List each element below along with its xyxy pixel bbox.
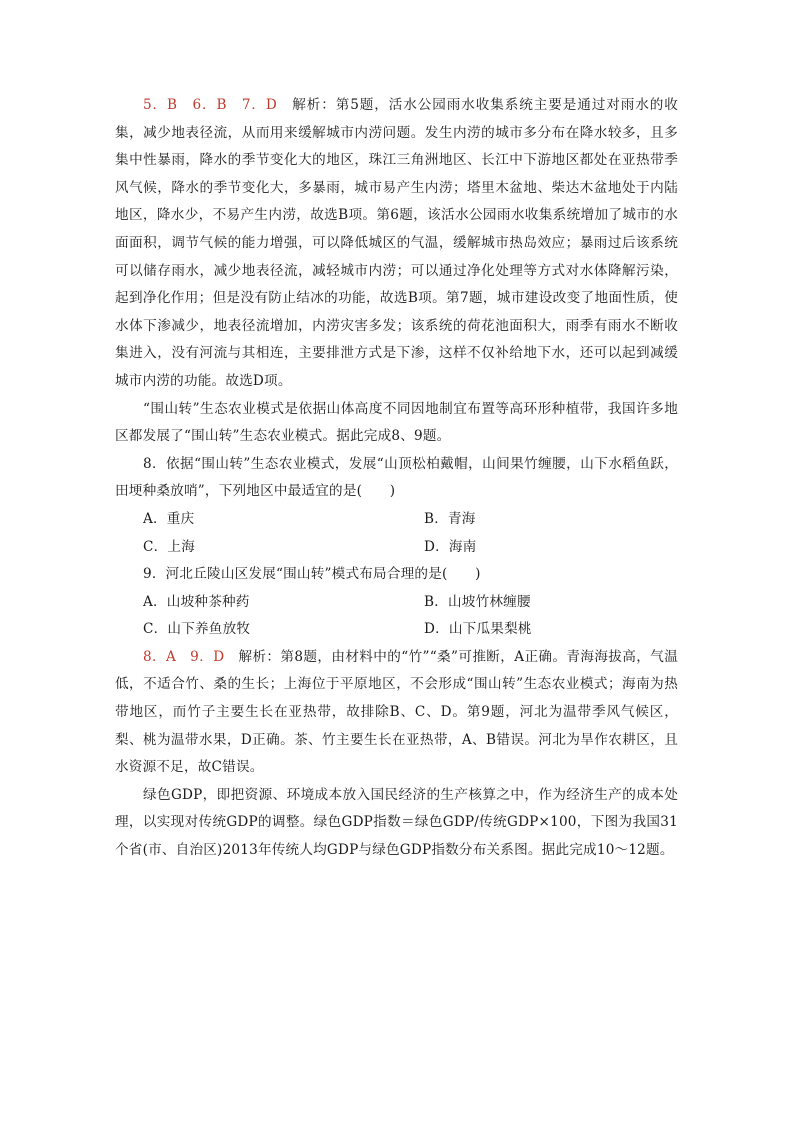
question-8-options-row-2 [115, 534, 678, 562]
q8-option-d: D．海南 [424, 538, 477, 555]
answer-key-8-9: 8．A 9．D [143, 648, 225, 665]
question-8-options-row-1 [115, 506, 678, 534]
answer-explanation-8-9 [115, 644, 678, 782]
q9-option-c: C．山下养鱼放牧 [143, 621, 251, 638]
question-8-stem: 8．依据“围山转”生态农业模式，发展“山顶松柏戴帽，山间果竹缠腰，山下水稻鱼跃，田埂种桑放哨”，下列地区中最适宜的是( ) [115, 455, 678, 500]
explanation-text-5-7: 解析：第5题，活水公园雨水收集系统主要是通过对雨水的收集，减少地表径流，从而用来缓解城市内涝问题。发生内涝的城市多分布在降水较多，且多集中性暴雨，降水的季节变化大的地区，珠江三角洲地区、长江中下游地区都处在亚热带季风气候，降水的季节变化大，多暴雨，城市易产生内涝；塔里木盆地、柴达木盆地处于内陆地区，降水少，不易产生内涝，故选B项。第6题，该活水公园雨水收集系统增加了城市的水面面积，调节气候的能力增强，可以降低城区的气温，缓解城市热岛效应；暴雨过后该系统可以储存雨水，减少地表径流，减轻城市内涝；可以通过净化处理等方式对水体降解污染，起到净化作用；但是没有防止结冰的功能，故选B项。第7题，城市建设改变了地面性质，使水体下渗减少，地表径流增加，内涝灾害多发；该系统的荷花池面积大，雨季有雨水不断收集进入，没有河流与其相连，主要排泄方式是下渗，这样不仅补给地下水，还可以起到减缓城市内涝的功能。故选D项。 [115, 97, 678, 389]
explanation-text-8-9: 解析：第8题，由材料中的“竹”“桑”可推断，A正确。青海海拔高，气温低，不适合竹、桑的生长；上海位于平原地区，不会形成“围山转”生态农业模式；海南为热带地区，而竹子主要生长在亚热带，故排除B、C、D。第9题，河北为温带季风气候区，梨、桃为温带水果，D正确。茶、竹主要生长在亚热带，A、B错误。河北为旱作农耕区，且水资源不足，故C错误。 [115, 648, 679, 776]
q8-option-c: C．上海 [143, 538, 195, 555]
question-9-options-row-1 [115, 589, 678, 617]
document-page [115, 92, 678, 865]
answer-explanation-5-7 [115, 92, 678, 396]
q9-option-d: D．山下瓜果梨桃 [424, 621, 532, 638]
q8-option-b: B．青海 [424, 510, 476, 527]
intro-paragraph-10-12: 绿色GDP，即把资源、环境成本放入国民经济的生产核算之中，作为经济生产的成本处理，以实现对传统GDP的调整。绿色GDP指数＝绿色GDP/传统GDP×100，下图为我国31个省(市、自治区)2013年传统人均GDP与绿色GDP指数分布关系图。据此完成10～12题。 [115, 786, 678, 859]
intro-paragraph-8-9: “围山转”生态农业模式是依据山体高度不同因地制宜布置等高环形种植带，我国许多地区都发展了“围山转”生态农业模式。据此完成8、9题。 [115, 400, 678, 445]
q9-option-b: B．山坡竹林缠腰 [424, 593, 531, 610]
q8-option-a: A．重庆 [143, 510, 195, 527]
q9-option-a: A．山坡种茶种药 [143, 593, 250, 610]
question-9-options-row-2 [115, 616, 678, 644]
answer-key-5-7: 5．B 6．B 7．D [143, 97, 278, 113]
question-9-stem: 9．河北丘陵山区发展“围山转”模式布局合理的是( ) [143, 566, 481, 583]
